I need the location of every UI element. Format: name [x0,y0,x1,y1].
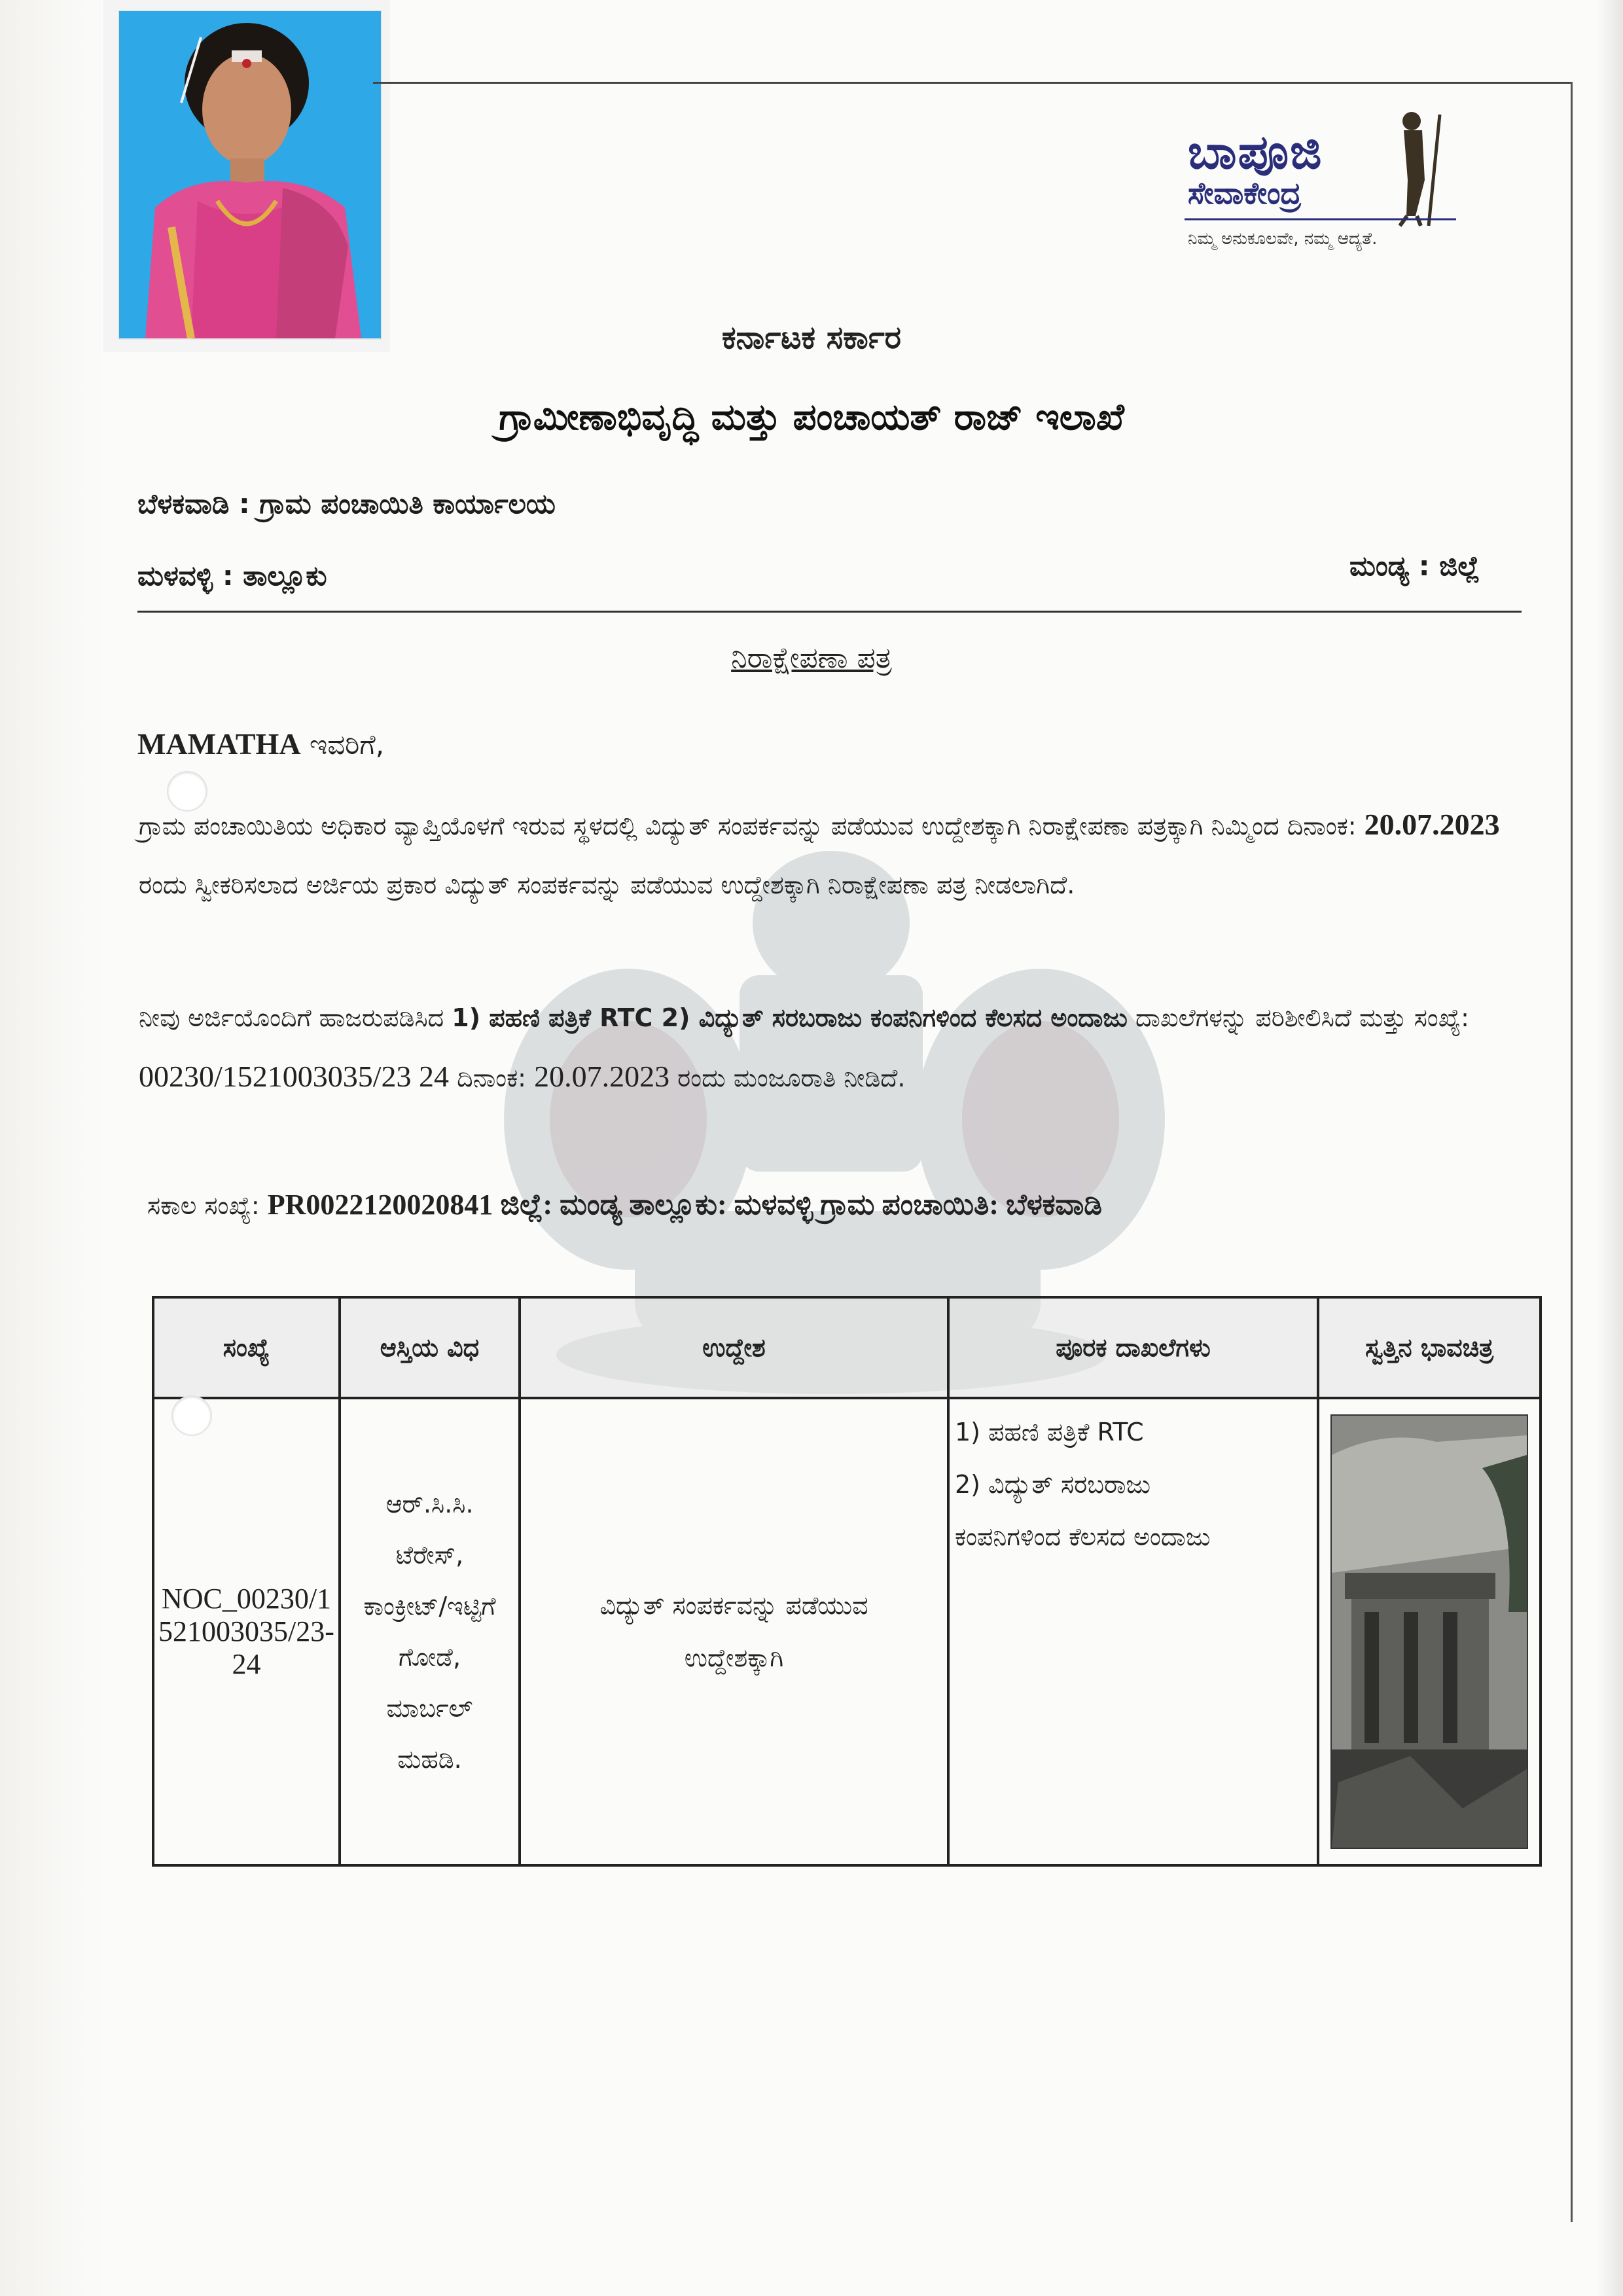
property-type-line: ಗೋಡೆ, [398,1643,461,1672]
paragraph-2-text-c: ದಿನಾಂಕ: [449,1064,535,1092]
applicant-photo [118,10,382,340]
sanction-number: 00230/1521003035/23 24 [139,1060,450,1093]
cell-purpose [520,1398,948,1865]
document-item: ಕಂಪನಿಗಳಿಂದ ಕೆಲಸದ ಅಂದಾಜು [955,1522,1211,1551]
paragraph-2-text-a: ನೀವು ಅರ್ಜಿಯೊಂದಿಗೆ ಹಾಜರುಪಡಿಸಿದ [139,1003,452,1032]
paragraph-1-text-a: ಗ್ರಾಮ ಪಂಚಾಯಿತಿಯ ಅಧಿಕಾರ ವ್ಯಾಪ್ತಿಯೊಳಗೆ ಇರುವ ಸ್ಥಳದಲ್ಲಿ ವಿದ್ಯುತ್ ಸಂಪರ್ಕವನ್ನು ಪಡೆಯುವ ಉದ್ದೇಶಕ್ಕಾಗಿ ನಿರಾಕ್ಷೇಪಣಾ ಪತ್ರಕ್ಕಾಗಿ ನಿಮ್ಮಿಂದ ದಿನಾಂಕ: [139,812,1364,840]
district-line: ಮಂಡ್ಯ : ಜಿಲ್ಲೆ [1349,550,1480,582]
sakala-location: ಜಿಲ್ಲೆ: ಮಂಡ್ಯ ತಾಲ್ಲೂಕು: ಮಳವಳ್ಳಿ ಗ್ರಾಮ ಪಂಚಾಯಿತಿ: ಬೆಳಕವಾಡಿ [493,1189,1103,1221]
department-heading: ಗ್ರಾಮೀಣಾಭಿವೃದ್ಧಿ ಮತ್ತು ಪಂಚಾಯತ್ ರಾಜ್ ಇಲಾಖೆ [499,396,1124,439]
noc-number: NOC_00230/1521003035/23-24 [158,1583,334,1680]
punch-hole-lower [171,1395,212,1436]
purpose-line: ವಿದ್ಯುತ್ ಸಂಪರ್ಕವನ್ನು ಪಡೆಯುವ [599,1591,868,1620]
table-row [153,1398,1541,1865]
logo-title: ಬಾಪೂಜಿ [1188,124,1323,179]
purpose-line: ಉದ್ದೇಶಕ್ಕಾಗಿ [684,1643,784,1672]
document-item: 1) ಪಹಣಿ ಪತ್ರಿಕೆ RTC [955,1418,1144,1446]
sakala-label: ಸಕಾಲ ಸಂಖ್ಯೆ: [147,1191,268,1220]
addressee-suffix: ಇವರಿಗೆ, [300,728,385,761]
addressee-name: MAMATHA [137,727,301,761]
paragraph-1-text-b: ರಂದು ಸ್ವೀಕರಿಸಲಾದ ಅರ್ಜಿಯ ಪ್ರಕಾರ ವಿದ್ಯುತ್ ಸಂಪರ್ಕವನ್ನು ಪಡೆಯುವ ಉದ್ದೇಶಕ್ಕಾಗಿ ನಿರಾಕ್ಷೇಪಣಾ ಪತ್ರ ನೀಡಲಾಗಿದೆ. [139,870,1075,899]
header-property-photo: ಸ್ವತ್ತಿನ ಭಾವಚಿತ್ರ [1318,1297,1541,1398]
cell-documents [948,1398,1318,1865]
property-type-line: ಮಾರ್ಬಲ್ [386,1694,473,1723]
property-type-line: ಮಹಡಿ. [397,1745,462,1774]
header-property-type: ಆಸ್ತಿಯ ವಿಧ [340,1297,520,1398]
sakala-line [147,1188,1102,1221]
table-header-row [153,1297,1541,1398]
property-type-line: ಆರ್.ಸಿ.ಸಿ. [385,1490,474,1518]
cell-number [153,1398,340,1865]
paragraph-2-text-d: ರಂದು ಮಂಜೂರಾತಿ ನೀಡಿದೆ. [669,1064,906,1092]
paragraph-1 [139,795,1526,914]
applicant-portrait [119,11,381,338]
property-photo [1330,1414,1528,1849]
addressee [137,726,384,761]
application-date: 20.07.2023 [1364,808,1500,841]
subject-title: ನಿರಾಕ್ಷೇಪಣಾ ಪತ್ರ [731,641,892,675]
header-number: ಸಂಖ್ಯೆ [153,1297,340,1398]
sakala-number: PR0022120020841 [267,1189,493,1221]
government-heading: ಕರ್ನಾಟಕ ಸರ್ಕಾರ [721,319,902,356]
logo-tagline: ನಿಮ್ಮ ಅನುಕೂಲವೇ, ನಮ್ಮ ಆದ್ಯತೆ. [1188,229,1378,249]
taluk-line: ಮಳವಳ್ಳಿ : ತಾಲ್ಲೂಕು [137,560,327,592]
property-type-line: ಕಾಂಕ್ರೀಟ್/ಇಟ್ಟಿಗೆ [363,1592,496,1621]
paragraph-2 [139,988,1526,1107]
header-purpose: ಉದ್ದೇಶ [520,1297,948,1398]
paragraph-2-text-b: ದಾಖಲೆಗಳನ್ನು ಪರಿಶೀಲಿಸಿದೆ ಮತ್ತು ಸಂಖ್ಯೆ: [1127,1003,1469,1032]
header-documents: ಪೂರಕ ದಾಖಲೆಗಳು [948,1297,1318,1398]
office-line: ಬೆಳಕವಾಡಿ : ಗ್ರಾಮ ಪಂಚಾಯಿತಿ ಕಾರ್ಯಾಲಯ [137,488,556,520]
sanction-date: 20.07.2023 [534,1060,670,1093]
frame-top-border [373,82,1571,84]
cell-property-type [340,1398,520,1865]
property-type-line: ಟೆರೇಸ್, [395,1541,464,1570]
building-photo-icon [1332,1416,1527,1848]
document-item: 2) ವಿದ್ಯುತ್ ಸರಬರಾಜು [955,1470,1151,1499]
submitted-documents: 1) ಪಹಣಿ ಪತ್ರಿಕೆ RTC 2) ವಿದ್ಯುತ್ ಸರಬರಾಜು ಕಂಪನಿಗಳಿಂದ ಕೆಲಸದ ಅಂದಾಜು [452,1003,1128,1032]
logo-subtitle: ಸೇವಾಕೇಂದ್ರ [1188,175,1302,211]
cell-property-photo [1318,1398,1541,1865]
noc-table [152,1296,1542,1867]
header-divider [137,611,1522,613]
